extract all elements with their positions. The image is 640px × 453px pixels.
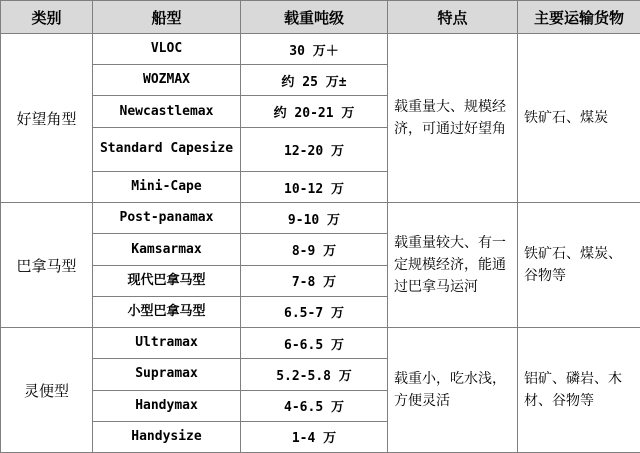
table-row — [1, 34, 640, 65]
deadweight-cell: 1-4 万 — [241, 421, 388, 452]
table-row — [1, 328, 640, 359]
header-row — [1, 1, 640, 34]
deadweight-cell: 9-10 万 — [241, 203, 388, 234]
ship-model-cell: VLOC — [93, 34, 241, 65]
header-deadweight: 载重吨级 — [241, 1, 388, 34]
ship-model-cell: Newcastlemax — [93, 96, 241, 127]
header-ship-model: 船型 — [93, 1, 241, 34]
ship-model-cell: 现代巴拿马型 — [93, 265, 241, 296]
feature-cell: 载重量较大、有一定规模经济，能通过巴拿马运河 — [388, 203, 518, 328]
deadweight-cell: 6-6.5 万 — [241, 328, 388, 359]
deadweight-cell: 12-20 万 — [241, 127, 388, 171]
ship-model-cell: Post-panamax — [93, 203, 241, 234]
ship-model-cell: Mini-Cape — [93, 171, 241, 202]
category-cell: 好望角型 — [1, 34, 93, 203]
ship-model-cell: Standard Capesize — [93, 127, 241, 171]
deadweight-cell: 约 25 万± — [241, 65, 388, 96]
cargo-cell: 铁矿石、煤炭、谷物等 — [518, 203, 640, 328]
feature-cell: 载重小，吃水浅，方便灵活 — [388, 328, 518, 453]
cargo-cell: 铁矿石、煤炭 — [518, 34, 640, 203]
ship-model-cell: Handysize — [93, 421, 241, 452]
ship-model-cell: WOZMAX — [93, 65, 241, 96]
header-category: 类别 — [1, 1, 93, 34]
table-row — [1, 203, 640, 234]
ship-model-cell: Ultramax — [93, 328, 241, 359]
deadweight-cell: 约 20-21 万 — [241, 96, 388, 127]
header-features: 特点 — [388, 1, 518, 34]
feature-cell: 载重量大、规模经济，可通过好望角 — [388, 34, 518, 203]
category-cell: 灵便型 — [1, 328, 93, 453]
ship-model-cell: Kamsarmax — [93, 234, 241, 265]
ship-model-cell: 小型巴拿马型 — [93, 296, 241, 327]
deadweight-cell: 7-8 万 — [241, 265, 388, 296]
deadweight-cell: 30 万＋ — [241, 34, 388, 65]
header-main-cargo: 主要运输货物 — [518, 1, 640, 34]
deadweight-cell: 8-9 万 — [241, 234, 388, 265]
deadweight-cell: 5.2-5.8 万 — [241, 359, 388, 390]
deadweight-cell: 6.5-7 万 — [241, 296, 388, 327]
category-cell: 巴拿马型 — [1, 203, 93, 328]
ship-model-cell: Supramax — [93, 359, 241, 390]
ship-model-cell: Handymax — [93, 390, 241, 421]
deadweight-cell: 10-12 万 — [241, 171, 388, 202]
cargo-cell: 铝矿、磷岩、木材、谷物等 — [518, 328, 640, 453]
deadweight-cell: 4-6.5 万 — [241, 390, 388, 421]
